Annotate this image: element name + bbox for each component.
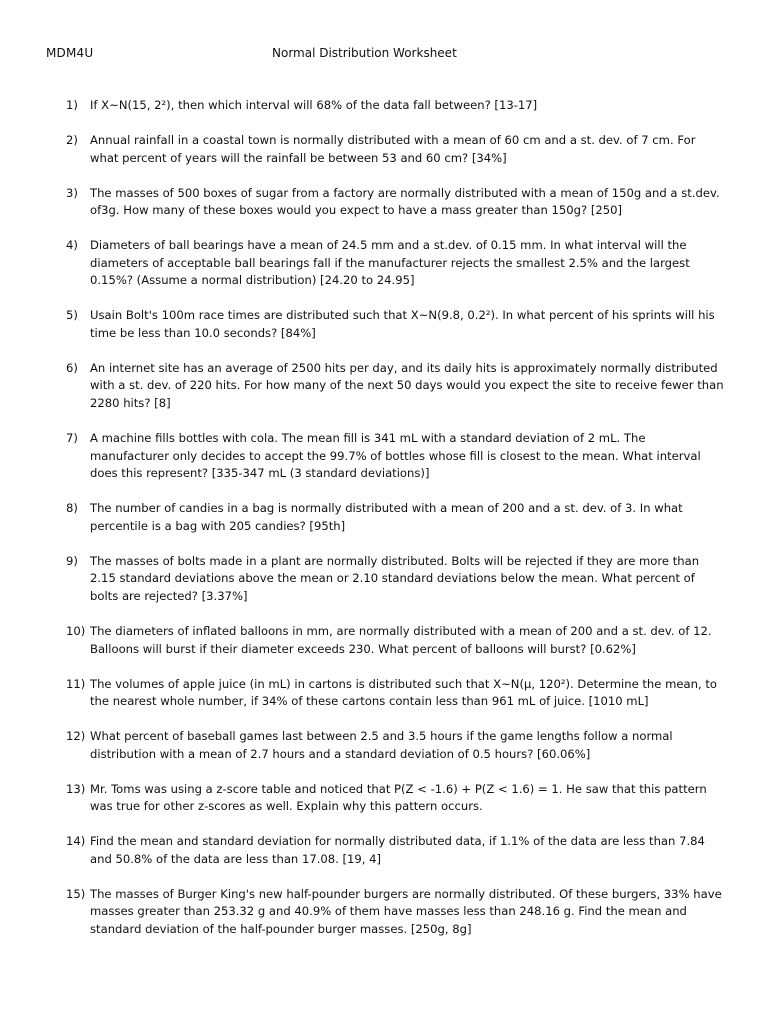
course-code: MDM4U	[46, 46, 94, 60]
question-text: The diameters of inflated balloons in mm, are normally distributed with a mean of 200 and a st. dev. of 12. Balloons will burst if their diameter exceeds 230. What percent of balloons will burst? [0.62%]	[90, 623, 712, 656]
question-5	[66, 307, 726, 342]
question-text: Find the mean and standard deviation for normally distributed data, if 1.1% of the data are less than 7.84 and 50.8% of the data are less than 17.08. [19, 4]	[90, 834, 705, 866]
question-8	[66, 500, 726, 535]
question-text: Mr. Toms was using a z-score table and noticed that P(Z < -1.6) + P(Z < 1.6) = 1. He saw that this pattern was true for other z-scores as well. Explain why this pattern occurs.	[90, 781, 707, 814]
question-2	[66, 132, 726, 167]
question-11	[66, 676, 726, 711]
worksheet-title: Normal Distribution Worksheet	[272, 46, 457, 60]
question-text: An internet site has an average of 2500 hits per day, and its daily hits is approximately normally distributed with a st. dev. of 220 hits. For how many of the next 50 days would you expect the site to receive fewer than 2280 hits? [8]	[90, 360, 724, 411]
question-4	[66, 237, 726, 290]
question-text: What percent of baseball games last between 2.5 and 3.5 hours if the game lengths follow a normal distribution with a mean of 2.7 hours and a standard deviation of 0.5 hours? [60.06%]	[90, 729, 673, 761]
question-text: The masses of Burger King's new half-pounder burgers are normally distributed. Of these burgers, 33% have masses greater than 253.32 g and 40.9% of them have masses less than 248.16 g. Find the mean and standard deviation of the half-pounder burger masses. [250g, 8g]	[90, 886, 722, 937]
question-14	[66, 833, 726, 868]
question-text: Diameters of ball bearings have a mean of 24.5 mm and a st.dev. of 0.15 mm. In what interval will the diameters of acceptable ball bearings fall if the manufacturer rejects the smallest 2.5% and the largest 0.15%? (Assume a normal distribution) [24.20 to 24.95]	[90, 238, 690, 288]
question-number: 9)	[66, 553, 78, 568]
question-text: A machine fills bottles with cola. The mean fill is 341 mL with a standard deviation of 2 mL. The manufacturer only decides to accept the 99.7% of bottles whose fill is closest to the mean. What interval does this represent? [335-347 mL (3 standard deviations)]	[90, 431, 701, 481]
worksheet-header	[46, 46, 726, 64]
question-number: 1)	[66, 98, 78, 112]
question-number: 8)	[66, 501, 78, 516]
question-number: 13)	[66, 781, 86, 796]
question-number: 5)	[66, 308, 78, 323]
question-text: Usain Bolt's 100m race times are distributed such that X~N(9.8, 0.2²). In what percent of his sprints will his time be less than 10.0 seconds? [84%]	[90, 308, 715, 340]
question-12	[66, 728, 726, 763]
question-15	[66, 886, 726, 939]
question-number: 15)	[66, 886, 86, 901]
question-10	[66, 623, 726, 658]
question-text: The volumes of apple juice (in mL) in cartons is distributed such that X~N(μ, 120²). Determine the mean, to the nearest whole number, if 34% of these cartons contain less than 961 mL of juice. [1010 mL]	[90, 676, 717, 709]
question-6	[66, 360, 726, 413]
question-number: 2)	[66, 132, 78, 147]
question-7	[66, 430, 726, 483]
question-number: 10)	[66, 623, 86, 638]
question-text: The number of candies in a bag is normally distributed with a mean of 200 and a st. dev. of 3. In what percentile is a bag with 205 candies? [95th]	[90, 501, 683, 533]
question-1	[66, 97, 726, 115]
question-text: The masses of 500 boxes of sugar from a factory are normally distributed with a mean of 150g and a st.dev. of3g. How many of these boxes would you expect to have a mass greater than 150g? [250]	[90, 185, 720, 218]
question-number: 12)	[66, 729, 86, 744]
question-number: 4)	[66, 238, 78, 253]
question-number: 11)	[66, 676, 86, 691]
question-number: 3)	[66, 185, 78, 200]
question-3	[66, 185, 726, 220]
question-list	[66, 97, 726, 956]
question-text: Annual rainfall in a coastal town is normally distributed with a mean of 60 cm and a st. dev. of 7 cm. For what percent of years will the rainfall be between 53 and 60 cm? [34%]	[90, 132, 696, 165]
question-number: 14)	[66, 834, 86, 849]
question-13	[66, 781, 726, 816]
question-number: 6)	[66, 360, 78, 375]
question-9	[66, 553, 726, 606]
question-text: The masses of bolts made in a plant are normally distributed. Bolts will be rejected if they are more than 2.15 standard deviations above the mean or 2.10 standard deviations below the mean. What percent of bolts are rejected? [3.37%]	[90, 553, 700, 603]
question-number: 7)	[66, 431, 78, 446]
question-text: If X~N(15, 2²), then which interval will 68% of the data fall between? [13-17]	[90, 98, 538, 112]
